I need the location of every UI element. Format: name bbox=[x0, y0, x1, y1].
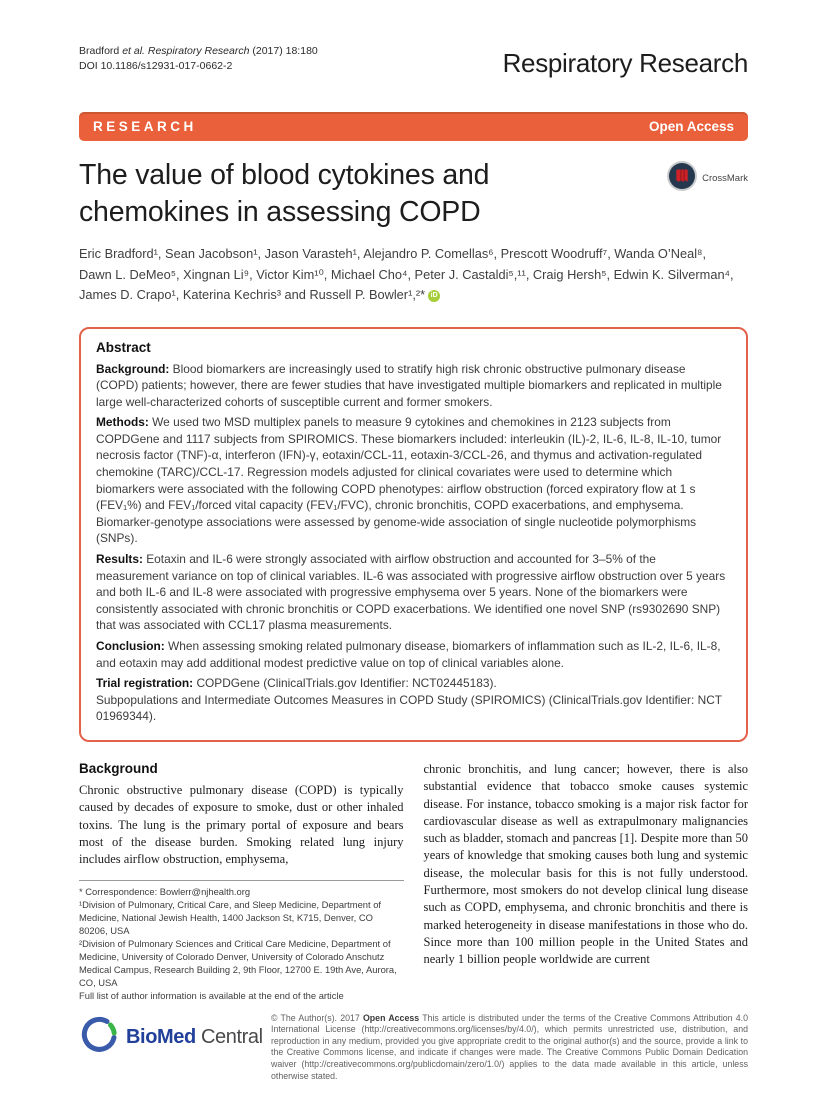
author-line: Eric Bradford¹, Sean Jacobson¹, Jason Varasteh¹, Alejandro P. Comellas⁶, Prescott Woodruff⁷, Wanda O’Neal⁸, bbox=[79, 246, 707, 261]
author-line: Dawn L. DeMeo⁵, Xingnan Li⁹, Victor Kim¹⁰, Michael Cho⁴, Peter J. Castaldi⁵,¹¹, Craig Hersh⁵, Edwin K. Silverman⁴, bbox=[79, 266, 734, 282]
abstract-paragraph-trial bbox=[96, 675, 731, 692]
paragraph-text: Blood biomarkers are increasingly used to stratify high risk chronic obstructive pulmonary disease (COPD) patients; however, there are fewer studies that have investigated multiple biomarkers and replicated in multiple large well-characterized cohorts of susceptible current and former smokers. bbox=[96, 361, 722, 409]
license-text bbox=[271, 1013, 748, 1083]
body-column-right bbox=[424, 761, 749, 1003]
footnote-divider bbox=[79, 880, 404, 881]
paragraph-label: Trial registration: bbox=[96, 676, 194, 691]
author-list bbox=[79, 244, 748, 306]
background-heading: Background bbox=[79, 760, 158, 776]
paragraph-text: COPDGene (ClinicalTrials.gov Identifier: NCT02445183). bbox=[196, 676, 497, 691]
footnote-affiliation-2: ²Division of Pulmonary Sciences and Critical Care Medicine, Department of Medicine, University of Colorado Denver, University of Colorado Anschutz Medical Campus, Research Building 2, 9th Floor, 12700 E. 19th Ave, Aurora, CO, USA bbox=[79, 938, 397, 988]
banner-open-access-label: Open Access bbox=[648, 119, 734, 134]
abstract-paragraph-trial-cont bbox=[96, 692, 731, 725]
title-row bbox=[79, 157, 748, 231]
footnote-affiliation-1: ¹Division of Pulmonary, Critical Care, and Sleep Medicine, Department of Medicine, National Jewish Health, 1400 Jackson St, K715, Denver, CO 80206, USA bbox=[79, 899, 382, 937]
paragraph-text: Subpopulations and Intermediate Outcomes Measures in COPD Study (SPIROMICS) (ClinicalTrials.gov Identifier: NCT 01969344). bbox=[96, 692, 722, 724]
abstract-paragraph-background bbox=[96, 361, 731, 411]
doi-line: DOI 10.1186/s12931-017-0662-2 bbox=[79, 59, 233, 72]
footnote-correspondence: * Correspondence: Bowlerr@njhealth.org bbox=[79, 886, 251, 898]
body-columns bbox=[79, 761, 748, 1003]
crossmark-label: CrossMark bbox=[702, 173, 748, 184]
page-footer bbox=[79, 1013, 748, 1083]
copyright-text: © The Author(s). 2017 bbox=[271, 1012, 360, 1023]
journal-title: Respiratory Research bbox=[502, 48, 748, 78]
research-banner bbox=[79, 112, 748, 141]
body-paragraph-right: chronic bronchitis, and lung cancer; however, there is also substantial evidence that tobacco smoke causes systemic disease. For instance, tobacco smoking is a major risk factor for cardiovascular disease as well as extrapulmonary malignancies such as bladder, stomach and pancreas [1]. Despite more than 50 years of knowledge that smoking causes both lung and systemic disease, the molecular basis for this is not fully understood. Furthermore, most smokers do not develop clinical lung disease such as COPD, emphysema, and chronic bronchitis and there is marked heterogeneity in disease manifestations in those who do. Since more than 100 million people in the United States and nearly 1 billion people worldwide are current bbox=[423, 761, 748, 967]
citation-author: Bradford bbox=[79, 45, 120, 57]
abstract-paragraph-conclusion bbox=[96, 638, 731, 671]
crossmark-icon bbox=[667, 161, 697, 196]
paragraph-label: Conclusion: bbox=[96, 639, 165, 653]
abstract-paragraph-results bbox=[96, 551, 731, 634]
paragraph-text: When assessing smoking related pulmonary disease, biomarkers of inflammation such as IL-2, IL-6, IL-8, and eotaxin may add additional modest predictive value on top of clinical variables alone. bbox=[96, 639, 721, 670]
paragraph-label: Background: bbox=[96, 361, 170, 376]
biomed-logo-icon bbox=[79, 1015, 119, 1060]
author-line-text: James D. Crapo¹, Katerina Kechris³ and Russell P. Bowler¹,²* bbox=[79, 287, 426, 302]
page-header bbox=[79, 44, 748, 79]
body-paragraph-left: Chronic obstructive pulmonary disease (COPD) is typically caused by decades of exposure to smoke, dust or other inhaled toxins. The lung is the primary portal of exposure and bears most of the disease burden. Smoking related lung injury includes airflow obstruction, emphysema, bbox=[79, 782, 404, 867]
footnote-full-list: Full list of author information is available at the end of the article bbox=[79, 989, 344, 1001]
logo-text bbox=[126, 1026, 263, 1049]
open-access-label: Open Access bbox=[362, 1012, 420, 1023]
citation-volume: (2017) 18:180 bbox=[252, 45, 318, 57]
citation-line bbox=[79, 44, 318, 59]
logo-text-central: Central bbox=[201, 1025, 263, 1048]
paragraph-text: Eotaxin and IL-6 were strongly associated with airflow obstruction and accounted for 3–5% of the measurement variance on top of clinical variables. IL-6 was associated with progressive airflow obstruction over 5 years and both IL-6 and IL-8 were associated with progressive emphysema over 5 years. None of the biomarkers were consistently associated with chronic bronchitis or COPD exacerbations. We identified one novel SNP (rs9302690 SNP) that was associated with CCL17 plasma measurements. bbox=[96, 552, 726, 633]
banner-research-label: RESEARCH bbox=[93, 119, 197, 134]
footnote-block bbox=[79, 880, 404, 1002]
orcid-icon[interactable]: iD bbox=[428, 290, 440, 302]
license-body: This article is distributed under the terms of the Creative Commons Attribution 4.0 International License (http://creativecommons.org/licenses/by/4.0/), which permits unrestricted use, distribution, and reproduction in any medium, provided you give appropriate credit to the original author(s) and the source, provide a link to the Creative Commons license, and indicate if changes were made. The Creative Commons Public Domain Dedication waiver (http://creativecommons.org/publicdomain/zero/1.0/) applies to the data made available in this article, unless otherwise stated. bbox=[271, 1012, 748, 1081]
biomed-central-logo bbox=[79, 1015, 263, 1060]
paragraph-label: Methods: bbox=[96, 415, 149, 430]
abstract-paragraph-methods bbox=[96, 414, 731, 547]
logo-text-biomed: BioMed bbox=[126, 1025, 196, 1048]
abstract-box bbox=[79, 327, 748, 742]
article-title: The value of blood cytokines and chemokines in assessing COPD bbox=[79, 159, 490, 228]
citation-journal-italic: et al. Respiratory Research bbox=[122, 45, 250, 57]
body-column-left bbox=[79, 761, 404, 1003]
crossmark-badge[interactable] bbox=[667, 161, 748, 196]
abstract-heading: Abstract bbox=[96, 339, 151, 355]
author-line bbox=[79, 285, 748, 306]
citation-block bbox=[79, 44, 318, 73]
paragraph-text: We used two MSD multiplex panels to measure 9 cytokines and chemokines in 2123 subjects from COPDGene and 1117 subjects from SPIROMICS. These biomarkers included: interleukin (IL)-2, IL-6, IL-8, IL-10, tumor necrosis factor (TNF)-α, interferon (IFN)-γ, eotaxin/CCL-11, eotaxin-3/CCL-26, and thymus and activation-regulated chemokine (TARC)/CCL-17. Regression models adjusted for clinical covariates were used to determine which biomarkers were associated with the following COPD phenotypes: airflow obstruction (forced expiratory flow at 1 s (FEV₁%) and FEV₁/forced vital capacity (FEV₁/FVC), chronic bronchitis, COPD exacerbations, and emphysema. Biomarker-genotype associations were assessed by genome-wide association of single nucleotide polymorphisms (SNPs). bbox=[96, 415, 722, 546]
paragraph-label: Results: bbox=[96, 552, 143, 567]
